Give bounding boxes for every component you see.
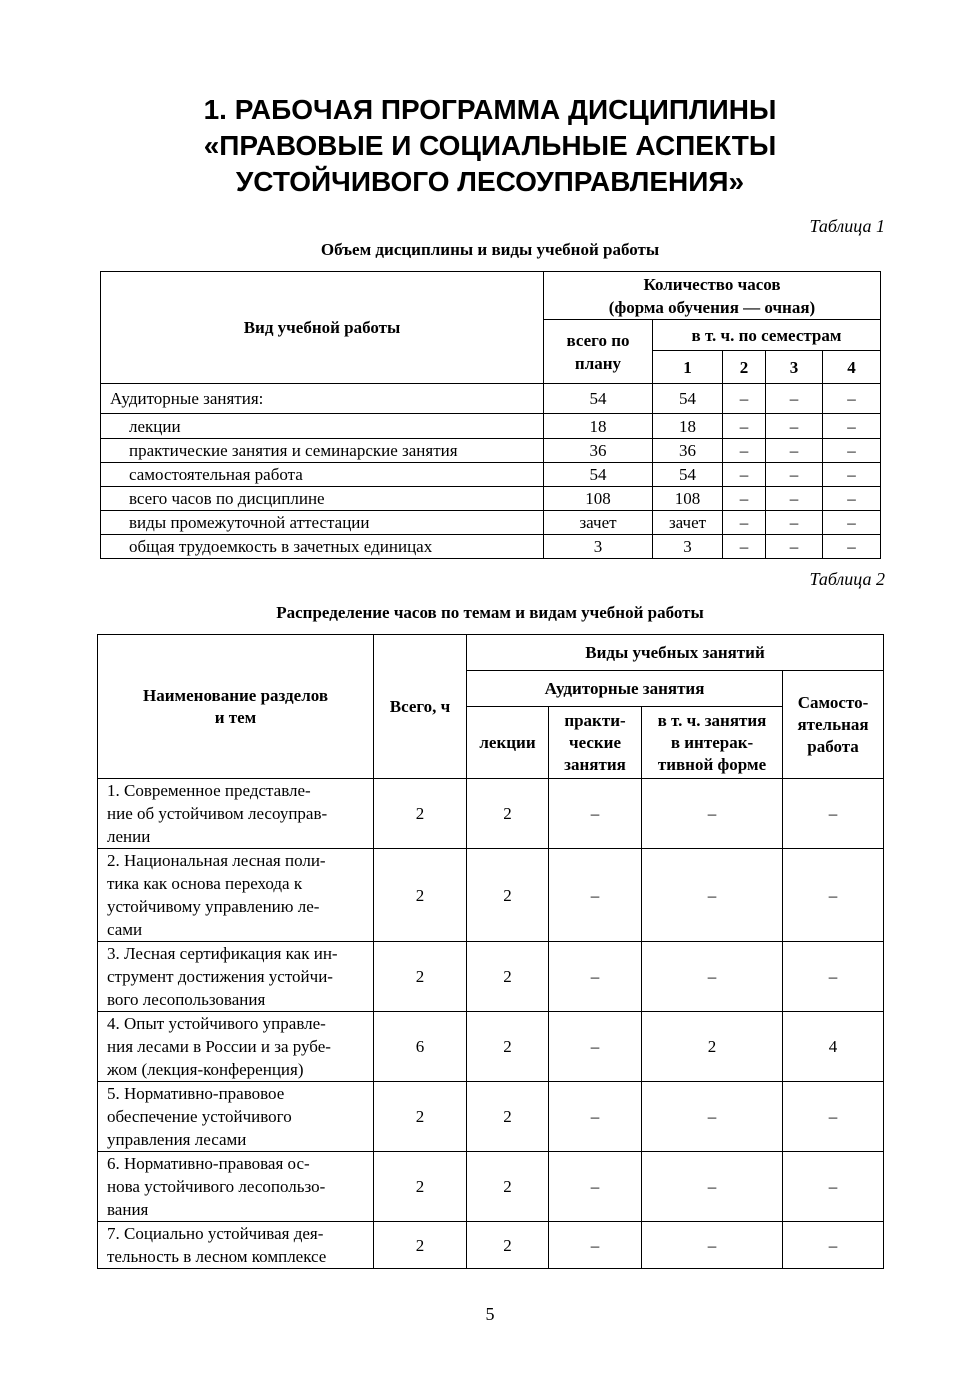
topic-self-study: –: [783, 1082, 884, 1152]
row-name: лекции: [101, 414, 544, 439]
header-interactive-line3: тивной форме: [657, 754, 767, 774]
row-name: Аудиторные занятия:: [101, 384, 544, 414]
topic-name-line: 3. Лесная сертификация как ин-: [107, 944, 338, 963]
row-sem-2: –: [723, 384, 766, 414]
topic-practice: –: [549, 1012, 642, 1082]
topic-practice: –: [549, 849, 642, 942]
topic-self-study: –: [783, 849, 884, 942]
header-total-hours: Всего, ч: [374, 635, 467, 779]
topic-name: [98, 849, 374, 942]
topic-name-line: жом (лекция-конференция): [107, 1060, 304, 1079]
topic-total: 2: [374, 942, 467, 1012]
row-sem-2: –: [723, 511, 766, 535]
table-row: [98, 1152, 884, 1222]
table-row: [98, 1222, 884, 1269]
row-total: 108: [544, 487, 653, 511]
topic-name-line: ние об устойчивом лесоуправ-: [107, 804, 328, 823]
row-sem-3: –: [766, 487, 823, 511]
row-sem-3: –: [766, 384, 823, 414]
topic-interactive: –: [642, 942, 783, 1012]
header-self-line1: Самосто-: [797, 692, 869, 712]
topic-lectures: 2: [467, 1152, 549, 1222]
row-sem-3: –: [766, 414, 823, 439]
topic-practice: –: [549, 942, 642, 1012]
row-sem-3: –: [766, 463, 823, 487]
title-line-3: УСТОЙЧИВОГО ЛЕСОУПРАВЛЕНИЯ»: [235, 166, 745, 197]
topic-name-line: струмент достижения устойчи-: [107, 967, 333, 986]
row-sem-4: –: [823, 414, 881, 439]
header-sections-line1: Наименование разделов: [143, 685, 328, 705]
topic-name-line: 2. Национальная лесная поли-: [107, 851, 326, 870]
row-sem-1: зачет: [653, 511, 723, 535]
topic-name: [98, 779, 374, 849]
row-sem-4: –: [823, 511, 881, 535]
topic-name-line: 4. Опыт устойчивого управле-: [107, 1014, 326, 1033]
topic-name-line: лении: [107, 827, 151, 846]
table1-label: Таблица 1: [809, 216, 885, 236]
topic-total: 2: [374, 779, 467, 849]
title-line-2: «ПРАВОВЫЕ И СОЦИАЛЬНЫЕ АСПЕКТЫ: [203, 130, 777, 161]
topic-name-line: 7. Социально устойчивая дея-: [107, 1224, 324, 1243]
row-sem-3: –: [766, 535, 823, 559]
table-row: [98, 1082, 884, 1152]
row-sem-1: 54: [653, 384, 723, 414]
row-sem-4: –: [823, 487, 881, 511]
table-row: [101, 439, 881, 463]
topic-name-line: управления лесами: [107, 1130, 247, 1149]
topic-self-study: 4: [783, 1012, 884, 1082]
header-sem-2: 2: [723, 351, 766, 384]
topic-name-line: 5. Нормативно-правовое: [107, 1084, 285, 1103]
row-name: самостоятельная работа: [101, 463, 544, 487]
topic-interactive: –: [642, 1082, 783, 1152]
topic-name-line: тельность в лесном комплексе: [107, 1247, 327, 1266]
topic-name-line: 1. Современное представле-: [107, 781, 311, 800]
header-work-type: Вид учебной работы: [101, 272, 544, 384]
topics-table-body: [98, 779, 884, 1269]
topic-interactive: –: [642, 849, 783, 942]
row-sem-2: –: [723, 487, 766, 511]
header-sem-4: 4: [823, 351, 881, 384]
table-row: [98, 779, 884, 849]
row-sem-1: 54: [653, 463, 723, 487]
table2-caption: Распределение часов по темам и видам учебной работы: [276, 603, 704, 622]
header-self-line3: работа: [807, 736, 859, 756]
row-sem-1: 3: [653, 535, 723, 559]
page-title: [0, 92, 980, 200]
row-total: 18: [544, 414, 653, 439]
title-line-1: 1. РАБОЧАЯ ПРОГРАММА ДИСЦИПЛИНЫ: [203, 94, 777, 125]
topics-table: [97, 634, 884, 1269]
row-sem-4: –: [823, 439, 881, 463]
table-row: [101, 384, 881, 414]
topic-self-study: –: [783, 1222, 884, 1269]
table-row: [98, 849, 884, 942]
topic-lectures: 2: [467, 942, 549, 1012]
table1-caption: Объем дисциплины и виды учебной работы: [320, 240, 660, 259]
header-self-line2: ятельная: [797, 714, 869, 734]
topic-name-line: обеспечение устойчивого: [107, 1107, 292, 1126]
header-sections: [98, 635, 374, 779]
topic-lectures: 2: [467, 1012, 549, 1082]
topic-name: [98, 1012, 374, 1082]
header-interactive: [642, 707, 783, 779]
header-sem-1: 1: [653, 351, 723, 384]
header-practice-line2: ческие: [568, 732, 622, 752]
row-sem-4: –: [823, 535, 881, 559]
row-sem-3: –: [766, 439, 823, 463]
row-sem-2: –: [723, 463, 766, 487]
table-row: [98, 1012, 884, 1082]
header-hours: [544, 272, 881, 320]
topic-name-line: устойчивому управлению ле-: [107, 897, 320, 916]
table-row: [101, 535, 881, 559]
topic-name-line: нова устойчивого лесопользо-: [107, 1177, 326, 1196]
row-total: 36: [544, 439, 653, 463]
header-auditory: Аудиторные занятия: [467, 671, 783, 707]
topic-name-line: сами: [107, 920, 143, 939]
topic-practice: –: [549, 1152, 642, 1222]
header-sections-line2: и тем: [214, 707, 257, 727]
topic-name-line: тика как основа перехода к: [107, 874, 303, 893]
topic-lectures: 2: [467, 1082, 549, 1152]
topic-total: 2: [374, 1222, 467, 1269]
header-self-study: [783, 671, 884, 779]
row-sem-1: 36: [653, 439, 723, 463]
row-sem-3: –: [766, 511, 823, 535]
topic-total: 2: [374, 1082, 467, 1152]
header-sem-3: 3: [766, 351, 823, 384]
table-row: [101, 511, 881, 535]
row-sem-1: 18: [653, 414, 723, 439]
topic-interactive: 2: [642, 1012, 783, 1082]
row-total: 54: [544, 463, 653, 487]
row-name: всего часов по дисциплине: [101, 487, 544, 511]
header-interactive-line2: в интерак-: [670, 732, 754, 752]
topic-lectures: 2: [467, 1222, 549, 1269]
topic-self-study: –: [783, 779, 884, 849]
topic-name-line: вания: [107, 1200, 149, 1219]
header-semesters: в т. ч. по семестрам: [653, 320, 881, 351]
table-row: [101, 414, 881, 439]
topic-interactive: –: [642, 1222, 783, 1269]
header-total-plan: [544, 320, 653, 384]
row-sem-4: –: [823, 463, 881, 487]
row-total: 3: [544, 535, 653, 559]
topic-lectures: 2: [467, 849, 549, 942]
row-name: общая трудоемкость в зачетных единицах: [101, 535, 544, 559]
header-practice: [549, 707, 642, 779]
topic-name: [98, 1152, 374, 1222]
topic-name: [98, 1222, 374, 1269]
header-practice-line1: практи-: [564, 710, 626, 730]
row-name: практические занятия и семинарские занятия: [101, 439, 544, 463]
page-number: 5: [485, 1304, 495, 1324]
topic-name-line: вого лесопользования: [107, 990, 266, 1009]
table2-label: Таблица 2: [809, 569, 885, 589]
topic-total: 6: [374, 1012, 467, 1082]
header-practice-line3: занятия: [564, 754, 626, 774]
topic-practice: –: [549, 779, 642, 849]
topic-total: 2: [374, 1152, 467, 1222]
header-class-types: Виды учебных занятий: [467, 635, 884, 671]
topic-total: 2: [374, 849, 467, 942]
topic-self-study: –: [783, 1152, 884, 1222]
row-sem-2: –: [723, 439, 766, 463]
header-total-line2: плану: [574, 353, 622, 373]
topic-practice: –: [549, 1082, 642, 1152]
topic-practice: –: [549, 1222, 642, 1269]
header-lectures: лекции: [467, 707, 549, 779]
topic-name: [98, 1082, 374, 1152]
topic-interactive: –: [642, 1152, 783, 1222]
row-sem-2: –: [723, 414, 766, 439]
header-total-line1: всего по: [566, 330, 630, 350]
table-row: [101, 487, 881, 511]
header-hours-line2: (форма обучения — очная): [608, 297, 816, 317]
row-name: виды промежуточной аттестации: [101, 511, 544, 535]
topic-name: [98, 942, 374, 1012]
table-row: [98, 942, 884, 1012]
row-total: зачет: [544, 511, 653, 535]
row-sem-1: 108: [653, 487, 723, 511]
workload-table: [100, 271, 881, 559]
header-hours-line1: Количество часов: [643, 274, 781, 294]
topic-name-line: 6. Нормативно-правовая ос-: [107, 1154, 310, 1173]
table-row: [101, 463, 881, 487]
header-interactive-line1: в т. ч. занятия: [657, 710, 767, 730]
topic-self-study: –: [783, 942, 884, 1012]
row-total: 54: [544, 384, 653, 414]
topic-lectures: 2: [467, 779, 549, 849]
topic-name-line: ния лесами в России и за рубе-: [107, 1037, 331, 1056]
topic-interactive: –: [642, 779, 783, 849]
row-sem-2: –: [723, 535, 766, 559]
row-sem-4: –: [823, 384, 881, 414]
